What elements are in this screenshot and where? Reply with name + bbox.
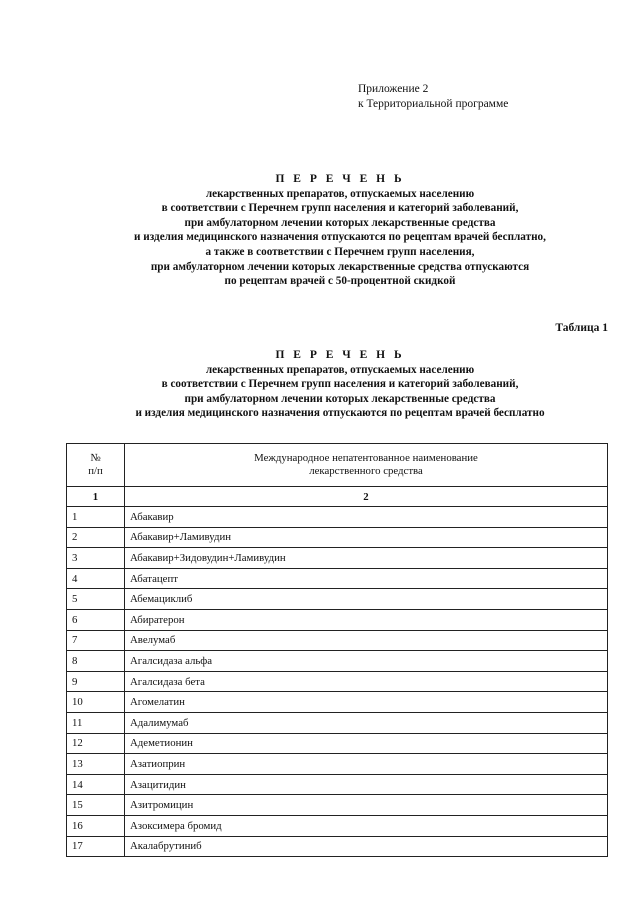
row-number: 13 [67, 754, 125, 775]
row-number: 1 [67, 507, 125, 528]
table-row [67, 548, 608, 569]
main-heading-title: П Е Р Е Ч Е Н Ь [275, 173, 405, 185]
table-row [67, 651, 608, 672]
table-row [67, 568, 608, 589]
table-body [67, 487, 608, 857]
row-number: 16 [67, 815, 125, 836]
drug-name: Абемациклиб [125, 589, 608, 610]
drug-name: Авелумаб [125, 630, 608, 651]
drug-name: Азитромицин [125, 795, 608, 816]
row-number: 5 [67, 589, 125, 610]
main-heading-line: в соответствии с Перечнем групп населения и категорий заболеваний, [161, 202, 519, 215]
row-number: 3 [67, 548, 125, 569]
row-number: 12 [67, 733, 125, 754]
drug-name: Адалимумаб [125, 712, 608, 733]
table-heading-line: при амбулаторном лечении которых лекарственные средства [184, 392, 496, 405]
header-name-line-2: лекарственного средства [309, 465, 423, 477]
drug-name: Агалсидаза альфа [125, 651, 608, 672]
table-heading-line: в соответствии с Перечнем групп населения и категорий заболеваний, [161, 378, 519, 391]
main-heading-line: при амбулаторном лечении которых лекарственные средства [184, 216, 496, 229]
table-row [67, 527, 608, 548]
appendix-line-1: Приложение 2 [358, 83, 429, 95]
row-number: 15 [67, 795, 125, 816]
header-num-cell [67, 444, 125, 487]
drug-name: Азацитидин [125, 774, 608, 795]
row-number: 10 [67, 692, 125, 713]
drug-name: Абакавир [125, 507, 608, 528]
table-heading-line: и изделия медицинского назначения отпускаются по рецептам врачей бесплатно [135, 407, 545, 420]
table-header-row [67, 444, 608, 487]
row-number: 2 [67, 527, 125, 548]
column-number-1: 1 [67, 487, 125, 507]
column-number-row [67, 487, 608, 507]
row-number: 14 [67, 774, 125, 795]
main-heading-line: а также в соответствии с Перечнем групп населения, [205, 245, 475, 258]
drug-name: Абакавир+Зидовудин+Ламивудин [125, 548, 608, 569]
table-row [67, 692, 608, 713]
table-row [67, 774, 608, 795]
main-heading-line: лекарственных препаратов, отпускаемых населению [205, 187, 475, 200]
header-num-line-2: п/п [88, 465, 103, 477]
main-heading-line: при амбулаторном лечении которых лекарственные средства отпускаются [150, 260, 530, 273]
drug-name: Азатиоприн [125, 754, 608, 775]
main-heading-line: по рецептам врачей с 50-процентной скидкой [224, 275, 456, 288]
header-name-cell [125, 444, 608, 487]
table-row [67, 712, 608, 733]
table-row [67, 754, 608, 775]
drug-name: Абатацепт [125, 568, 608, 589]
table-row [67, 589, 608, 610]
drug-name: Адеметионин [125, 733, 608, 754]
drug-name: Агалсидаза бета [125, 671, 608, 692]
table-heading-title: П Е Р Е Ч Е Н Ь [275, 349, 405, 361]
table-heading-line: лекарственных препаратов, отпускаемых населению [205, 363, 475, 376]
appendix-note [358, 82, 508, 112]
main-heading [60, 172, 620, 289]
row-number: 8 [67, 651, 125, 672]
column-number-2: 2 [125, 487, 608, 507]
table-row [67, 815, 608, 836]
drug-name: Агомелатин [125, 692, 608, 713]
table-label: Таблица 1 [555, 322, 608, 334]
appendix-line-2: к Территориальной программе [358, 98, 509, 110]
table-row [67, 836, 608, 857]
table-row [67, 630, 608, 651]
row-number: 6 [67, 609, 125, 630]
table-row [67, 671, 608, 692]
main-heading-line: и изделия медицинского назначения отпускаются по рецептам врачей бесплатно, [134, 231, 546, 244]
row-number: 9 [67, 671, 125, 692]
header-num-line-1: № [90, 452, 101, 464]
table-row [67, 609, 608, 630]
drug-name: Акалабрутиниб [125, 836, 608, 857]
drugs-table [66, 443, 608, 857]
table-row [67, 733, 608, 754]
table-heading [60, 348, 620, 421]
table-row [67, 795, 608, 816]
row-number: 4 [67, 568, 125, 589]
drug-name: Абакавир+Ламивудин [125, 527, 608, 548]
header-name-line-1: Международное непатентованное наименование [254, 452, 478, 464]
drug-name: Азоксимера бромид [125, 815, 608, 836]
row-number: 17 [67, 836, 125, 857]
row-number: 11 [67, 712, 125, 733]
table-row [67, 507, 608, 528]
drug-name: Абиратерон [125, 609, 608, 630]
row-number: 7 [67, 630, 125, 651]
